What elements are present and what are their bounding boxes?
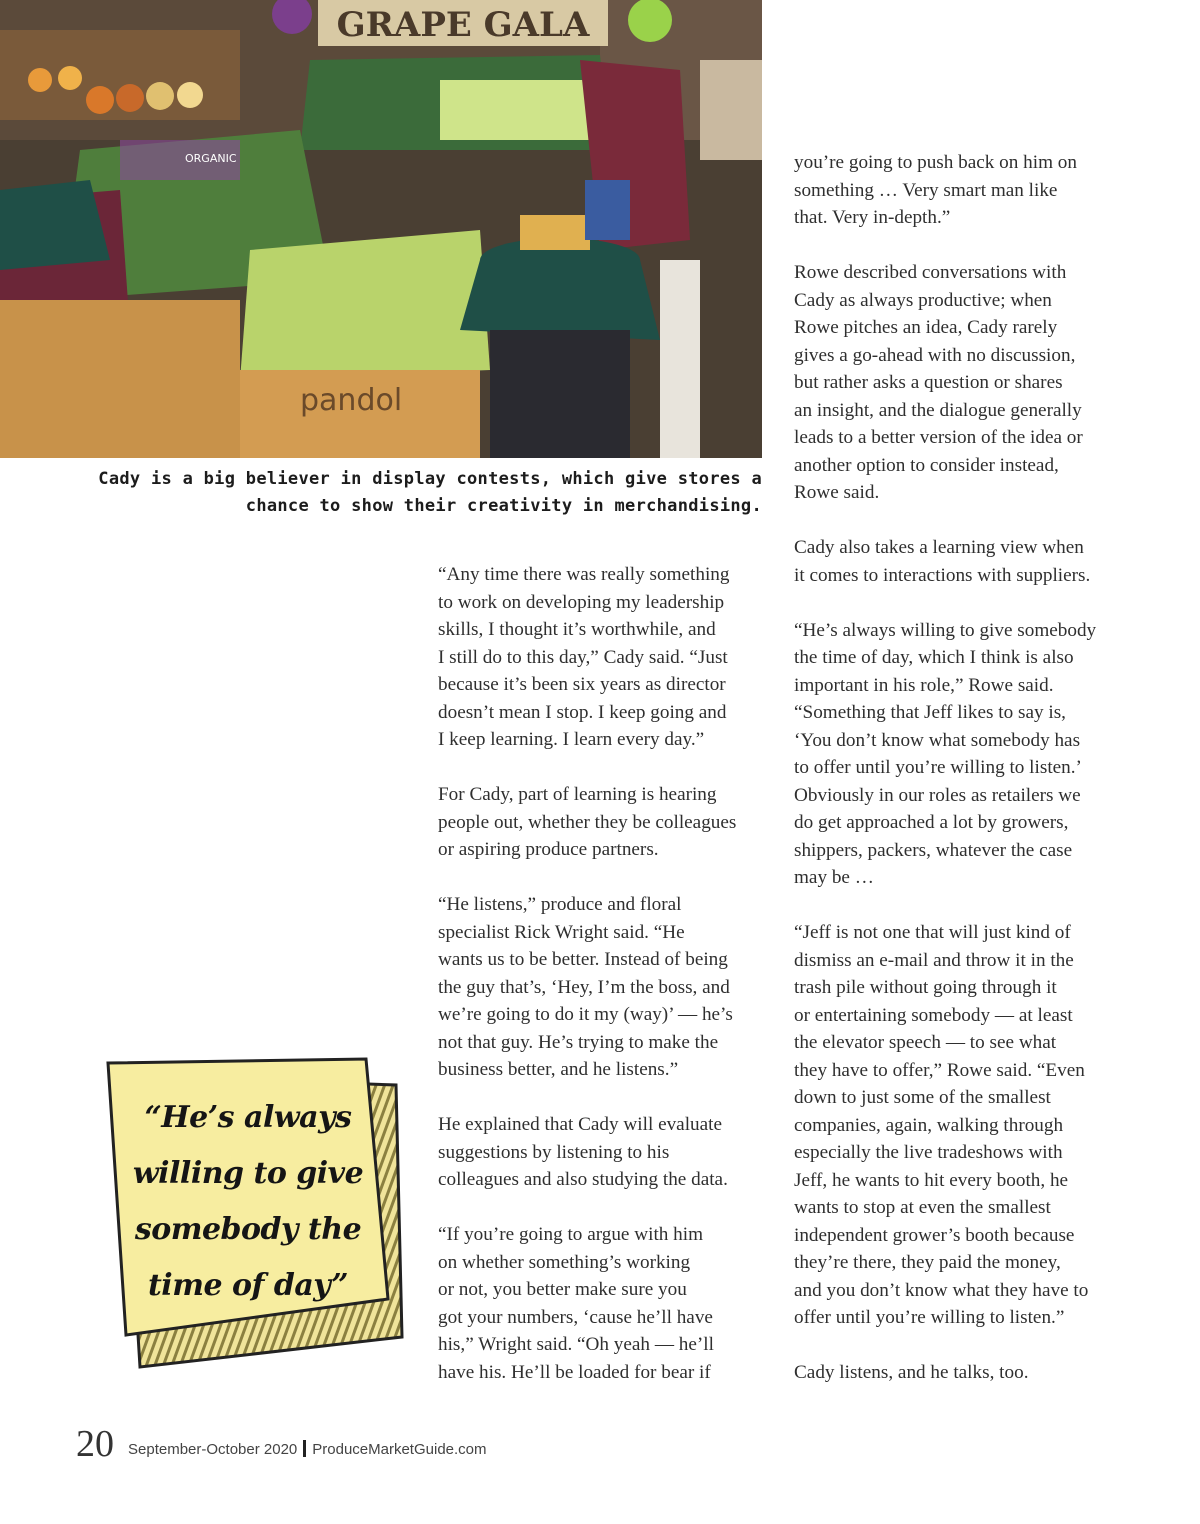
text-line: offer until you’re willing to listen.”	[794, 1307, 1065, 1328]
text-line: Rowe said.	[794, 482, 880, 503]
text-line: to work on developing my leadership	[438, 591, 725, 613]
paragraph	[794, 617, 1134, 892]
pull-quote-line: “He’s always	[144, 1100, 352, 1135]
text-line: they have to offer,” Rowe said. “Even	[794, 1059, 1085, 1081]
paragraph	[794, 149, 1134, 232]
pull-quote-line: time of day”	[147, 1268, 349, 1303]
text-line: the guy that’s, ‘Hey, I’m the boss, and	[438, 976, 730, 998]
text-line: “He’s always willing to give somebody	[794, 619, 1097, 641]
text-line: may be …	[794, 867, 874, 888]
text-line: ‘You don’t know what somebody has	[794, 729, 1081, 751]
text-line: colleagues and also studying the data.	[438, 1169, 728, 1190]
paragraph	[438, 891, 778, 1084]
text-line: Cady also takes a learning view when	[794, 537, 1084, 558]
text-line: got your numbers, ‘cause he’ll have	[438, 1306, 713, 1328]
box-brand: pandol	[300, 383, 403, 418]
text-line: to offer until you’re willing to listen.’	[794, 757, 1082, 778]
paragraph	[794, 919, 1134, 1332]
text-line: that. Very in-depth.”	[794, 207, 951, 228]
paragraph	[438, 1111, 778, 1194]
pull-quote	[128, 1090, 368, 1314]
photo-caption	[40, 466, 762, 520]
paragraph	[794, 259, 1134, 507]
text-line: down to just some of the smallest	[794, 1087, 1051, 1108]
paragraph	[438, 561, 778, 754]
page-footer	[76, 1418, 487, 1464]
caption-line: chance to show their creativity in merchandising.	[245, 496, 762, 516]
text-line: I keep learning. I learn every day.”	[438, 729, 705, 750]
text-line: Jeff, he wants to hit every booth, he	[794, 1169, 1069, 1191]
text-line: Obviously in our roles as retailers we	[794, 784, 1081, 806]
text-line: Rowe described conversations with	[794, 262, 1067, 283]
footer-divider	[303, 1440, 306, 1457]
issue-date: September-October 2020	[128, 1441, 298, 1458]
paragraph	[794, 534, 1134, 589]
text-line: Rowe pitches an idea, Cady rarely	[794, 317, 1058, 338]
text-line: and you don’t know what they have to	[794, 1279, 1089, 1301]
text-line: “Any time there was really something	[438, 564, 730, 585]
text-line: or entertaining somebody — at least	[794, 1004, 1073, 1026]
text-line: another option to consider instead,	[794, 454, 1059, 476]
organic-tag: ORGANIC	[185, 152, 237, 165]
text-line: companies, again, walking through	[794, 1114, 1064, 1136]
grape-display-photo	[0, 0, 762, 458]
text-line: “He listens,” produce and floral	[438, 894, 682, 915]
text-line: business better, and he listens.”	[438, 1059, 679, 1080]
text-line: people out, whether they be colleagues	[438, 811, 737, 833]
text-line: dismiss an e-mail and throw it in the	[794, 949, 1074, 971]
paragraph	[438, 781, 778, 864]
text-line: but rather asks a question or shares	[794, 372, 1063, 393]
page-number: 20	[76, 1423, 114, 1465]
text-line: doesn’t mean I stop. I keep going and	[438, 701, 727, 723]
caption-line: Cady is a big believer in display contests, which give stores a	[98, 469, 762, 489]
text-line: on whether something’s working	[438, 1251, 691, 1273]
text-line: important in his role,” Rowe said.	[794, 674, 1054, 696]
text-line: suggestions by listening to his	[438, 1141, 670, 1163]
paragraph	[794, 1359, 1134, 1387]
text-line: “Jeff is not one that will just kind of	[794, 922, 1071, 943]
text-line: or aspiring produce partners.	[438, 839, 659, 860]
text-line: Cady as always productive; when	[794, 289, 1052, 311]
text-line: trash pile without going through it	[794, 977, 1057, 998]
text-line: gives a go-ahead with no discussion,	[794, 344, 1076, 366]
paragraph	[438, 1221, 778, 1386]
text-line: his,” Wright said. “Oh yeah — he’ll	[438, 1334, 714, 1355]
text-line: you’re going to push back on him on	[794, 152, 1077, 173]
text-line: something … Very smart man like	[794, 179, 1058, 201]
text-line: independent grower’s booth because	[794, 1224, 1075, 1246]
grape-display-illustration	[0, 0, 762, 458]
text-line: the time of day, which I think is also	[794, 647, 1074, 668]
text-line: “If you’re going to argue with him	[438, 1224, 704, 1245]
text-line: specialist Rick Wright said. “He	[438, 921, 685, 943]
text-line: leads to a better version of the idea or	[794, 427, 1083, 448]
text-line: it comes to interactions with suppliers.	[794, 564, 1091, 586]
text-line: especially the live tradeshows with	[794, 1142, 1063, 1163]
text-line: Cady listens, and he talks, too.	[794, 1362, 1029, 1383]
text-line: wants to stop at even the smallest	[794, 1197, 1051, 1218]
banner-text: GRAPE GALA	[336, 5, 590, 45]
pull-quote-line: somebody the	[134, 1212, 362, 1247]
pull-quote-line: willing to give	[132, 1156, 364, 1191]
text-line: shippers, packers, whatever the case	[794, 839, 1073, 861]
text-line: an insight, and the dialogue generally	[794, 399, 1082, 421]
text-line: not that guy. He’s trying to make the	[438, 1031, 719, 1053]
text-line: do get approached a lot by growers,	[794, 812, 1069, 833]
text-line: they’re there, they paid the money,	[794, 1252, 1061, 1273]
text-line: wants us to be better. Instead of being	[438, 949, 728, 970]
article-column-right	[794, 149, 1134, 1414]
text-line: or not, you better make sure you	[438, 1279, 687, 1300]
site-link[interactable]: ProduceMarketGuide.com	[312, 1441, 487, 1458]
text-line: He explained that Cady will evaluate	[438, 1114, 722, 1135]
text-line: For Cady, part of learning is hearing	[438, 784, 717, 805]
text-line: because it’s been six years as director	[438, 674, 726, 695]
footer-credit	[128, 1440, 487, 1458]
text-line: skills, I thought it’s worthwhile, and	[438, 619, 716, 640]
article-column-middle	[438, 561, 778, 1414]
text-line: the elevator speech — to see what	[794, 1032, 1057, 1053]
text-line: I still do to this day,” Cady said. “Just	[438, 646, 728, 668]
text-line: “Something that Jeff likes to say is,	[794, 702, 1066, 723]
text-line: we’re going to do it my (way)’ — he’s	[438, 1004, 733, 1025]
text-line: have his. He’ll be loaded for bear if	[438, 1361, 711, 1383]
